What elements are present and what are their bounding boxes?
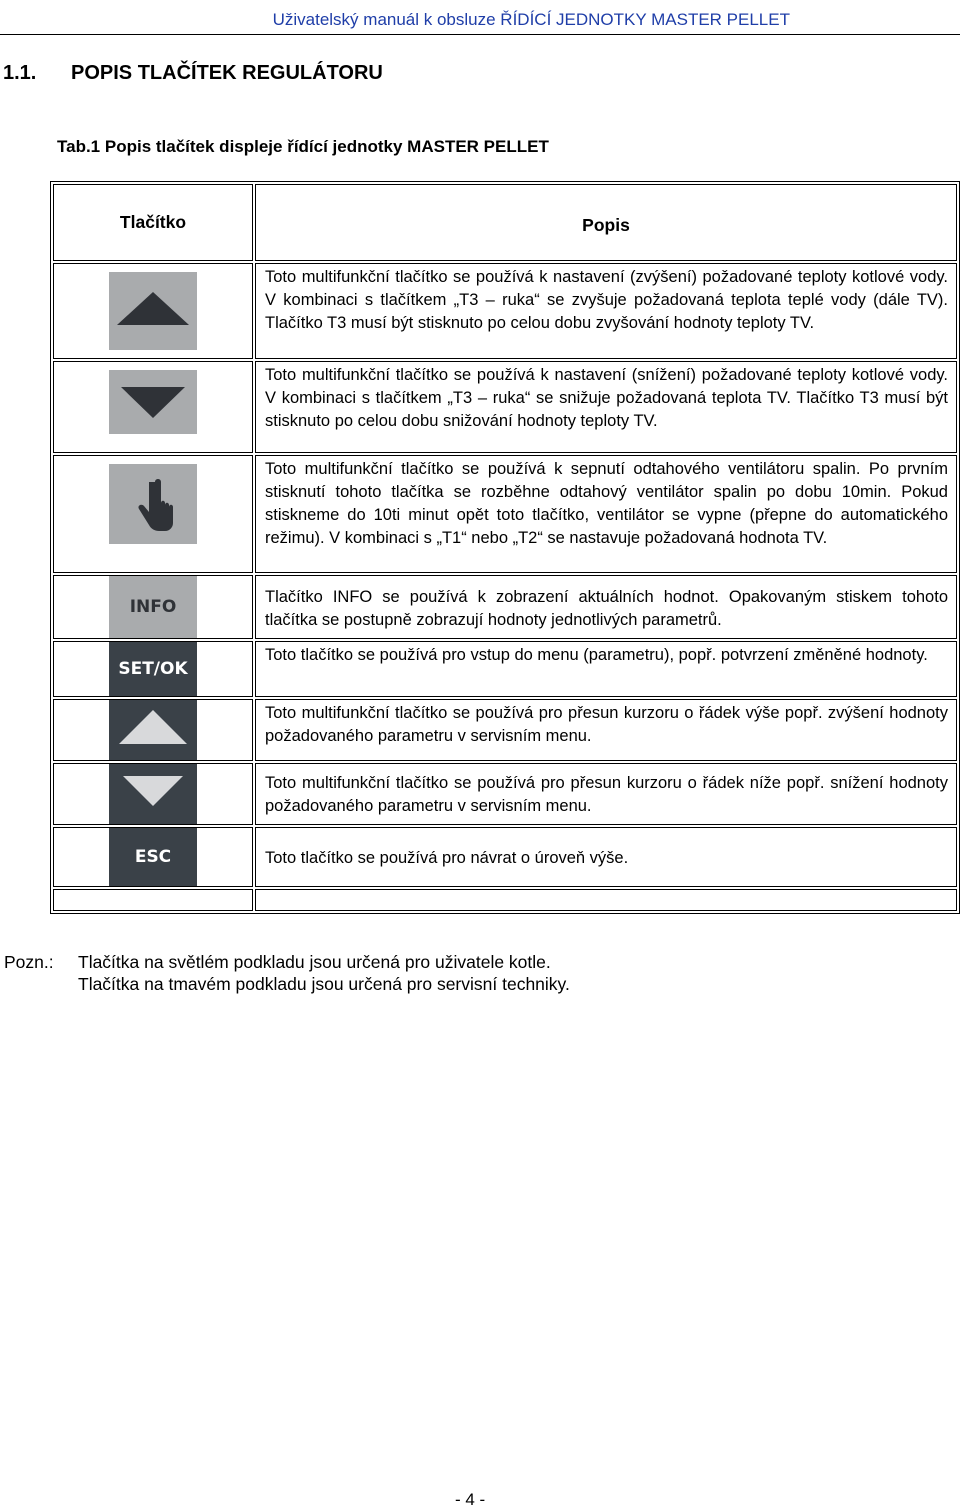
hand-icon <box>109 464 197 544</box>
table-row <box>53 263 957 359</box>
table-row <box>53 763 957 825</box>
table-row <box>53 455 957 573</box>
note-lines <box>78 951 570 995</box>
table-caption: Tab.1 Popis tlačítek displeje řídící jednotky MASTER PELLET <box>57 137 549 156</box>
esc-button <box>109 828 197 886</box>
note-line-users: Tlačítka na světlém podkladu jsou určená pro uživatele kotle. <box>78 952 551 972</box>
column-header-description: Popis <box>255 184 957 261</box>
table-row <box>53 827 957 887</box>
button-cell <box>53 455 253 573</box>
button-cell <box>53 641 253 697</box>
set-ok-icon: SET/OK <box>118 659 188 679</box>
table-row <box>53 641 957 697</box>
empty-cell <box>255 889 957 911</box>
info-button <box>109 576 197 638</box>
arrow-down-button <box>109 370 197 434</box>
button-cell <box>53 699 253 761</box>
button-cell <box>53 361 253 453</box>
esc-icon: ESC <box>134 847 172 867</box>
column-header-button: Tlačítko <box>53 184 253 261</box>
page-header <box>0 0 960 40</box>
service-arrow-up-button <box>109 700 197 760</box>
service-arrow-down-button <box>109 764 197 824</box>
button-cell <box>53 827 253 887</box>
note-line-service: Tlačítka na tmavém podkladu jsou určená pro servisní techniky. <box>78 974 570 994</box>
section-number: 1.1. <box>3 62 37 84</box>
arrow-down-icon <box>109 370 197 434</box>
page-number: - 4 - <box>455 1490 486 1509</box>
hand-button <box>109 464 197 544</box>
table-row <box>53 361 957 453</box>
table-row <box>53 575 957 639</box>
description-cell: Toto multifunkční tlačítko se používá k nastavení (zvýšení) požadované teploty kotlové vody. V kombinaci s tlačítkem „T3 – ruka“ se zvyšuje požadovaná teplota teplé vody (dále TV). Tlačítko T3 musí být stisknuto po celou dobu zvyšování hodnoty teploty TV. <box>255 263 957 359</box>
section-heading <box>3 62 383 85</box>
section-title: POPIS TLAČÍTEK REGULÁTORU <box>71 62 383 84</box>
description-cell: Toto tlačítko se používá pro vstup do menu (parametru), popř. potvrzení změněné hodnoty. <box>255 641 957 697</box>
table-row <box>53 699 957 761</box>
arrow-down-icon <box>109 764 197 824</box>
empty-cell <box>53 889 253 911</box>
set-ok-button <box>109 642 197 696</box>
description-cell: Toto multifunkční tlačítko se používá pro přesun kurzoru o řádek výše popř. zvýšení hodnoty požadovaného parametru v servisním menu. <box>255 699 957 761</box>
button-cell <box>53 575 253 639</box>
header-divider <box>0 34 960 35</box>
description-cell: Toto tlačítko se používá pro návrat o úroveň výše. <box>255 827 957 887</box>
arrow-up-button <box>109 272 197 350</box>
description-cell: Toto multifunkční tlačítko se používá k nastavení (snížení) požadované teploty kotlové vody. V kombinaci s tlačítkem „T3 – ruka“ se snižuje požadovaná teplota TV. Tlačítko T3 musí být stisknuto po celou dobu snižování hodnoty teploty TV. <box>255 361 957 453</box>
button-cell <box>53 763 253 825</box>
description-cell: Toto multifunkční tlačítko se používá pro přesun kurzoru o řádek níže popř. snížení hodnoty požadovaného parametru v servisním menu. <box>255 763 957 825</box>
info-icon: INFO <box>129 597 177 617</box>
arrow-up-icon <box>109 272 197 350</box>
button-cell <box>53 263 253 359</box>
header-title: Uživatelský manuál k obsluze ŘÍDÍCÍ JEDNOTKY MASTER PELLET <box>272 10 790 29</box>
note-label: Pozn.: <box>4 952 54 972</box>
button-description-table <box>50 181 960 914</box>
table-row-empty <box>53 889 957 911</box>
description-cell: Tlačítko INFO se používá k zobrazení aktuálních hodnot. Opakovaným stiskem tohoto tlačítka se postupně zobrazují hodnoty jednotlivých parametrů. <box>255 575 957 639</box>
table-header-row <box>53 184 957 261</box>
arrow-up-icon <box>109 700 197 760</box>
description-cell: Toto multifunkční tlačítko se používá k sepnutí odtahového ventilátoru spalin. Po prvním stisknutí tohoto tlačítka se rozběhne odtahový ventilátor spalin po dobu 10min. Pokud stiskneme do 10ti minut opět toto tlačítko, ventilátor se vypne (přepne do automatického režimu). V kombinaci s „T1“ nebo „T2“ se nastavuje požadovaná hodnota TV. <box>255 455 957 573</box>
